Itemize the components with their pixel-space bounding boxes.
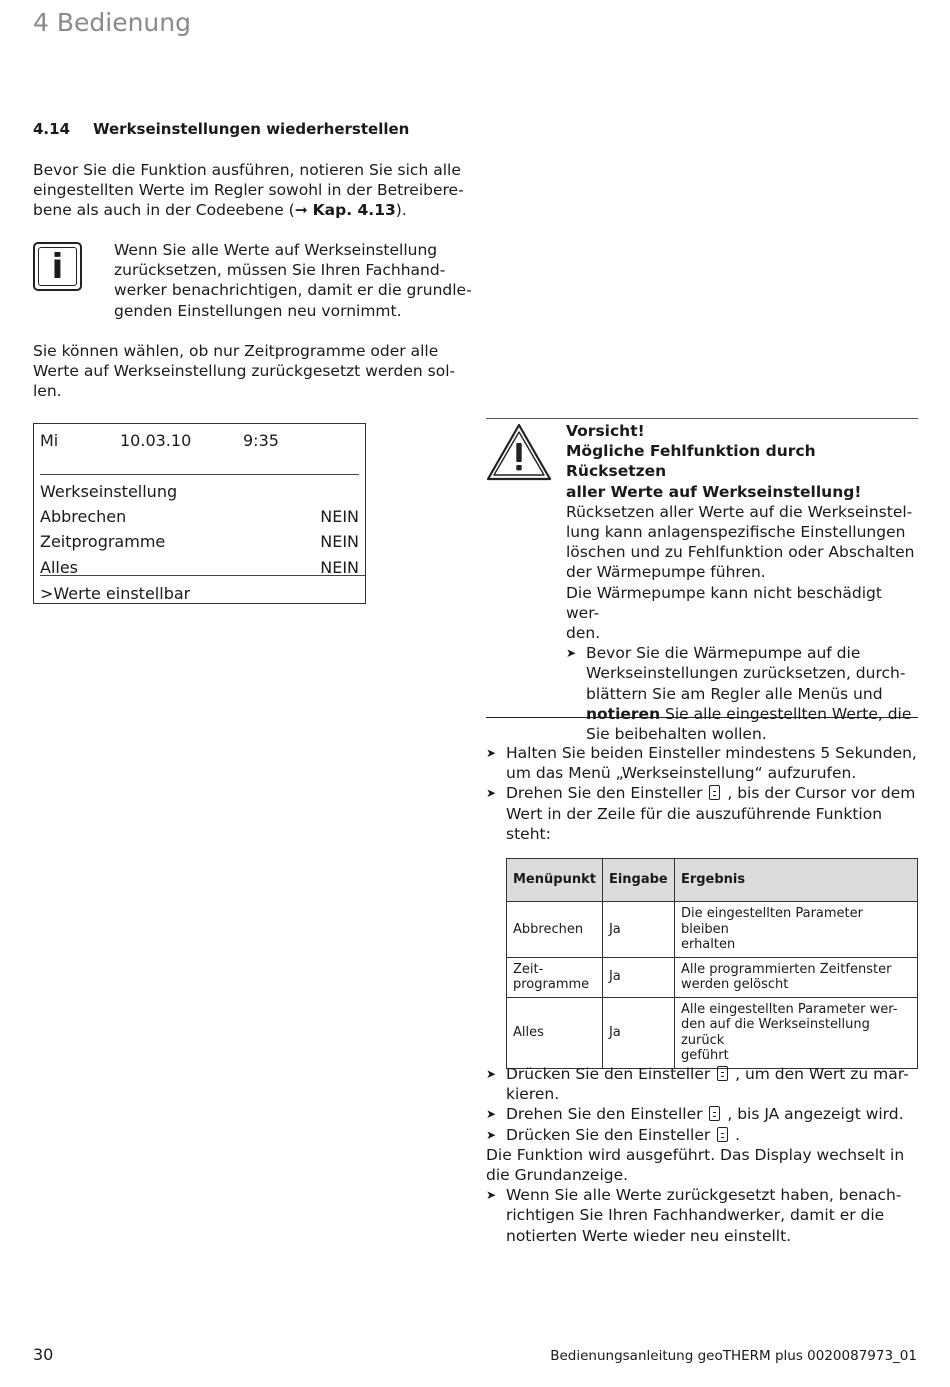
- chapter-reference: Kap. 4.13: [312, 201, 396, 220]
- controller-display: [33, 423, 366, 604]
- table-header: Menüpunkt: [507, 859, 603, 902]
- warning-heading: Vorsicht!: [566, 422, 645, 440]
- info-note: Wenn Sie alle Werte auf Werkseinstellung zurücksetzen, müssen Sie Ihren Fachhand- werker benachrichtigen, damit er die grundle- genden Einstellungen neu vornimmt.: [114, 241, 472, 320]
- choice-paragraph: Sie können wählen, ob nur Zeitprogramme oder alle Werte auf Werkseinstellung zurückgesetzt werden sol- len.: [33, 342, 456, 401]
- step-press-knob: ➤ Drücken Sie den Einsteller , um den Wert zu mar- kieren.: [486, 1065, 909, 1104]
- bullet-arrow-icon: ➤: [566, 646, 577, 661]
- bullet-arrow-icon: ➤: [486, 786, 497, 801]
- knob-icon: [717, 1127, 728, 1142]
- display-day: Mi: [40, 431, 59, 450]
- bullet-arrow-icon: ➤: [486, 1107, 497, 1122]
- warning-text: Vorsicht! Mögliche Fehlfunktion durch Rücksetzen aller Werte auf Werkseinstellung! Rücksetzen aller Werte auf die Werkseinstel- lung kann anlagenspezifische Einstellungen löschen und zu Fehlfunktion oder Abschalten der Wärmepumpe führen. Die Wärmepumpe kann nicht beschädigt wer- den. ➤ Bevor Sie die Wärmepumpe auf die Werkseinstellungen zurücksetzen, durch- blättern Sie am Regler alle Menüs und notieren Sie alle eingestellten Werte, die Sie beibehalten wollen.: [566, 422, 915, 744]
- step-press-confirm: ➤ Drücken Sie den Einsteller .: [486, 1125, 741, 1144]
- section-title: [33, 120, 409, 138]
- page-number: 30: [33, 1345, 54, 1364]
- bullet-arrow-icon: ➤: [486, 1127, 497, 1142]
- display-row-alles: Alles NEIN: [40, 558, 359, 577]
- step-notify-technician: ➤ Wenn Sie alle Werte zurückgesetzt haben, benach- richtigen Sie Ihren Fachhandwerker, damit er die notierten Werte wieder neu einstellt.: [486, 1186, 902, 1245]
- display-divider: [40, 474, 359, 475]
- display-time: 9:35: [243, 431, 279, 450]
- display-date: 10.03.10: [120, 431, 192, 450]
- bullet-arrow-icon: ➤: [486, 746, 497, 760]
- table-header: Eingabe: [602, 859, 674, 902]
- chapter-header: 4 Bedienung: [33, 8, 191, 37]
- step-hold-knobs: ➤ Halten Sie beiden Einsteller mindestens 5 Sekunden, um das Menü „Werkseinstellung“ aufzurufen.: [486, 744, 917, 783]
- warning-subheading: Mögliche Fehlfunktion durch Rücksetzen aller Werte auf Werkseinstellung!: [566, 442, 862, 501]
- bullet-arrow-icon: ➤: [486, 1067, 497, 1081]
- display-row-zeitprogramme: Zeitprogramme NEIN: [40, 532, 359, 551]
- info-icon: i: [33, 242, 82, 291]
- knob-icon: [717, 1066, 728, 1081]
- table-header: Ergebnis: [674, 859, 917, 902]
- section-number: 4.14: [33, 120, 71, 138]
- result-text: Die Funktion wird ausgeführt. Das Display wechselt in die Grundanzeige.: [486, 1145, 905, 1185]
- display-divider-bottom: [40, 575, 365, 576]
- steps-list-1: [486, 743, 918, 844]
- section-title-text: Werkseinstellungen wiederherstellen: [93, 120, 410, 138]
- step-turn-knob: ➤ Drehen Sie den Einsteller , bis der Cursor vor dem Wert in der Zeile für die auszuführende Funktion steht:: [486, 784, 916, 843]
- document-title: Bedienungsanleitung geoTHERM plus 0020087973_01: [550, 1348, 917, 1364]
- steps-list-2: [486, 1064, 918, 1246]
- intro-paragraph: Bevor Sie die Funktion ausführen, notieren Sie sich alle eingestellten Werte im Regler sowohl in der Betreibere- bene als auch in der Codeebene (➞ Kap. 4.13).: [33, 161, 464, 220]
- warning-bullet: ➤ Bevor Sie die Wärmepumpe auf die Werkseinstellungen zurücksetzen, durch- blättern Sie am Regler alle Menüs und notieren Sie alle eingestellten Werte, die Sie beibehalten wollen.: [566, 644, 912, 744]
- display-status-row: [40, 431, 359, 450]
- bullet-arrow-icon: ➤: [486, 1188, 497, 1203]
- step-turn-to-ja: ➤ Drehen Sie den Einsteller , bis JA angezeigt wird.: [486, 1105, 904, 1124]
- table-header-row: [507, 859, 918, 902]
- warning-box: [486, 418, 918, 744]
- arrow-right-icon: ➞: [294, 201, 308, 220]
- warning-triangle-icon: [486, 423, 552, 481]
- table-row: Zeit- programme Ja Alle programmierten Zeitfenster werden gelöscht: [507, 957, 918, 997]
- knob-icon: [709, 1106, 720, 1121]
- results-table: [506, 858, 918, 1069]
- display-row-abbrechen: Abbrechen NEIN: [40, 507, 359, 526]
- display-footer: >Werte einstellbar: [40, 584, 191, 603]
- display-title: Werkseinstellung: [40, 482, 178, 501]
- table-row: Alles Ja Alle eingestellten Parameter wer- den auf die Werkseinstellung zurück geführt: [507, 997, 918, 1068]
- knob-icon: [709, 785, 720, 800]
- table-row: Abbrechen Ja Die eingestellten Parameter bleiben erhalten: [507, 902, 918, 958]
